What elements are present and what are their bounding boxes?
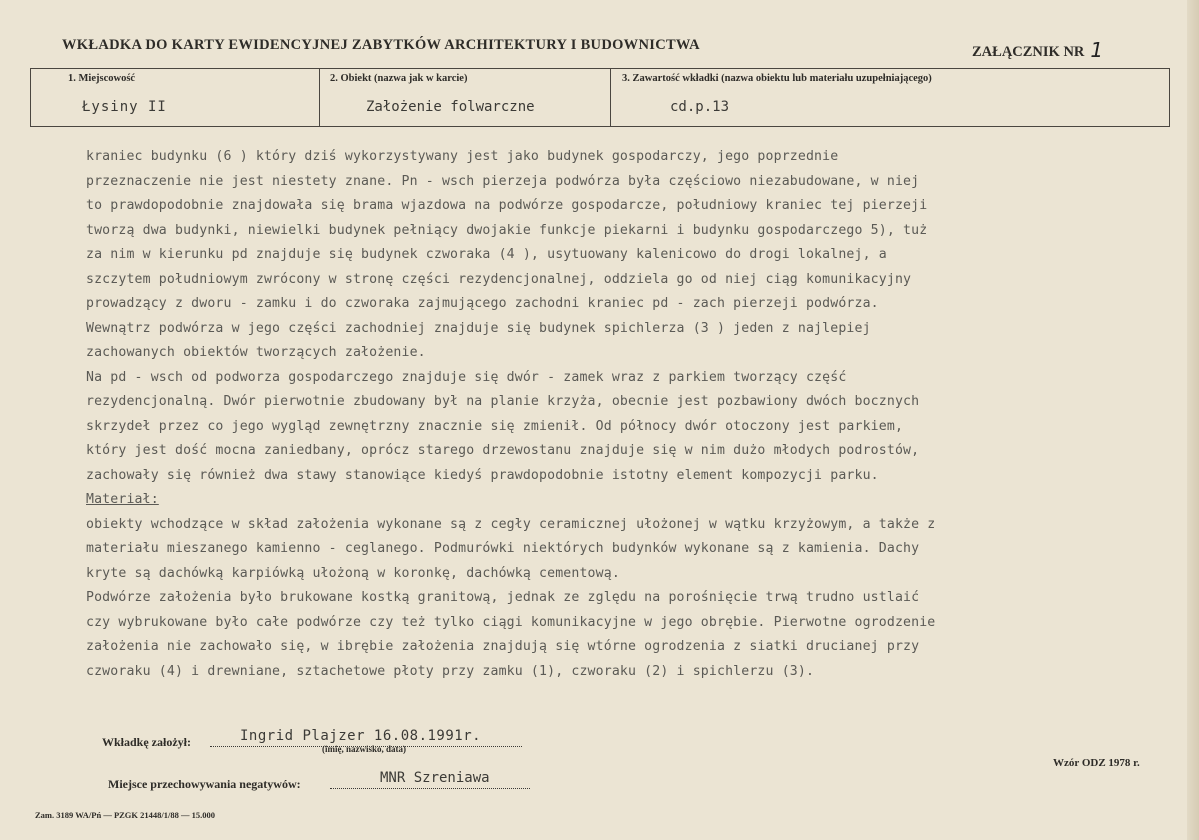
created-by-value: Ingrid Plajzer 16.08.1991r. [240, 728, 482, 744]
table-divider [610, 68, 611, 126]
negatives-storage-line [330, 788, 530, 789]
form-model-code: Wzór ODZ 1978 r. [1053, 757, 1140, 769]
print-order-info: Zam. 3189 WA/Pń — PZGK 21448/1/88 — 15.000 [35, 810, 216, 820]
negatives-storage-value: MNR Szreniawa [380, 770, 490, 786]
text-line: kryte są dachówką karpiówką ułożoną w koronkę, dachówką cementową. [86, 565, 620, 581]
description-text [86, 145, 1146, 684]
text-line: Wewnątrz podwórza w jego części zachodniej znajduje się budynek spichlerza (3 ) jeden z najlepiej [86, 320, 871, 336]
insert-content-value: cd.p.13 [670, 99, 730, 115]
form-title: WKŁADKA DO KARTY EWIDENCYJNEJ ZABYTKÓW ARCHITEKTURY I BUDOWNICTWA [62, 37, 700, 53]
text-line: tworzą dwa budynki, niewielki budynek pełniący dwojakie funkcje piekarni i budynku gospodarczego 5), tuż [86, 222, 928, 238]
table-divider [1169, 68, 1170, 126]
text-line: za nim w kierunku pd znajduje się budynek czworaka (4 ), usytuowany kalenicowo do drogi lokalnej, a [86, 247, 887, 262]
negatives-storage-label: Miejsce przechowywania negatywów: [108, 777, 301, 791]
text-line: przeznaczenie nie jest niestety znane. Pn - wsch pierzeja podwórza była częściowo niezabudowane, w niej [86, 173, 920, 189]
table-bottom-rule [30, 126, 1170, 127]
text-line: to prawdopodobnie znajdowała się brama wjazdowa na podwórze gospodarcze, południowy kraniec tej pierzeji [86, 198, 928, 213]
text-line: szczytem południowym zwrócony w stronę części rezydencjonalnej, oddziela go od niej ciąg komunikacyjny [86, 271, 912, 287]
object-value: Założenie folwarczne [366, 99, 535, 115]
section-heading-material: Materiał: [86, 492, 159, 507]
text-line: który jest dość mocna zaniedbany, oprócz starego drzewostanu znajduje się w nim dużo młodych podrostów, [86, 443, 920, 458]
text-line: obiekty wchodzące w skład założenia wykonane są z cegły ceramicznej ułożonej w wątku krzyżowym, a także z [86, 516, 936, 532]
text-line: prowadzący z dworu - zamku i do czworaka zajmującego zachodni kraniec pd - zach pierzeji podwórza. [86, 296, 879, 311]
table-divider [319, 68, 320, 126]
locality-label: 1. Miejscowość [68, 73, 136, 84]
locality-value: Łysiny II [82, 99, 167, 115]
text-line: czy wybrukowane było całe podwórze czy też tylko ciągi komunikacyjne w jego obrębie. Pierwotne ogrodzenie [86, 614, 936, 630]
text-line: zachowanych obiektów tworzących założenie. [86, 345, 426, 360]
attachment-number: 1 [1090, 38, 1104, 62]
text-line: Podwórze założenia było brukowane kostką granitową, jednak ze zględu na porośnięcie trwą trudno ustlaić [86, 590, 920, 605]
text-line: Na pd - wsch od podworza gospodarczego znajduje się dwór - zamek wraz z parkiem tworzący część [86, 369, 847, 385]
text-line: zachowały się również dwa stawy stanowiące kiedyś prawdopodobnie istotny element kompozycji parku. [86, 467, 879, 483]
attachment-number-field [972, 37, 1103, 61]
paper-edge [1187, 0, 1199, 840]
object-label: 2. Obiekt (nazwa jak w karcie) [330, 73, 468, 84]
text-line: kraniec budynku (6 ) który dziś wykorzystywany jest jako budynek gospodarczy, jego poprzednie [86, 149, 839, 164]
created-by-label: Wkładkę założył: [102, 735, 191, 749]
insert-content-label: 3. Zawartość wkładki (nazwa obiektu lub materiału uzupełniającego) [622, 73, 932, 84]
text-line: założenia nie zachowało się, w ibrębie założenia znajdują się wtórne ogrodzenia z siatki drucianej przy [86, 639, 920, 654]
text-line: czworaku (4) i drewniane, sztachetowe płoty przy zamku (1), czworaku (2) i spichlerzu (3). [86, 663, 815, 679]
created-by-hint: (imię, nazwisko, data) [322, 744, 406, 754]
table-divider [30, 68, 31, 126]
attachment-label: ZAŁĄCZNIK NR [972, 44, 1085, 60]
text-line: skrzydeł przez co jego wygląd zewnętrzny znacznie się zmienił. Od północy dwór otoczony jest parkiem, [86, 418, 904, 434]
text-line: materiału mieszanego kamienno - ceglanego. Podmurówki niektórych budynków wykonane są z kamienia. Dachy [86, 541, 920, 556]
table-top-rule [30, 68, 1170, 69]
text-line: rezydencjonalną. Dwór pierwotnie zbudowany był na planie krzyża, obecnie jest pozbawiony dwóch bocznych [86, 394, 920, 409]
